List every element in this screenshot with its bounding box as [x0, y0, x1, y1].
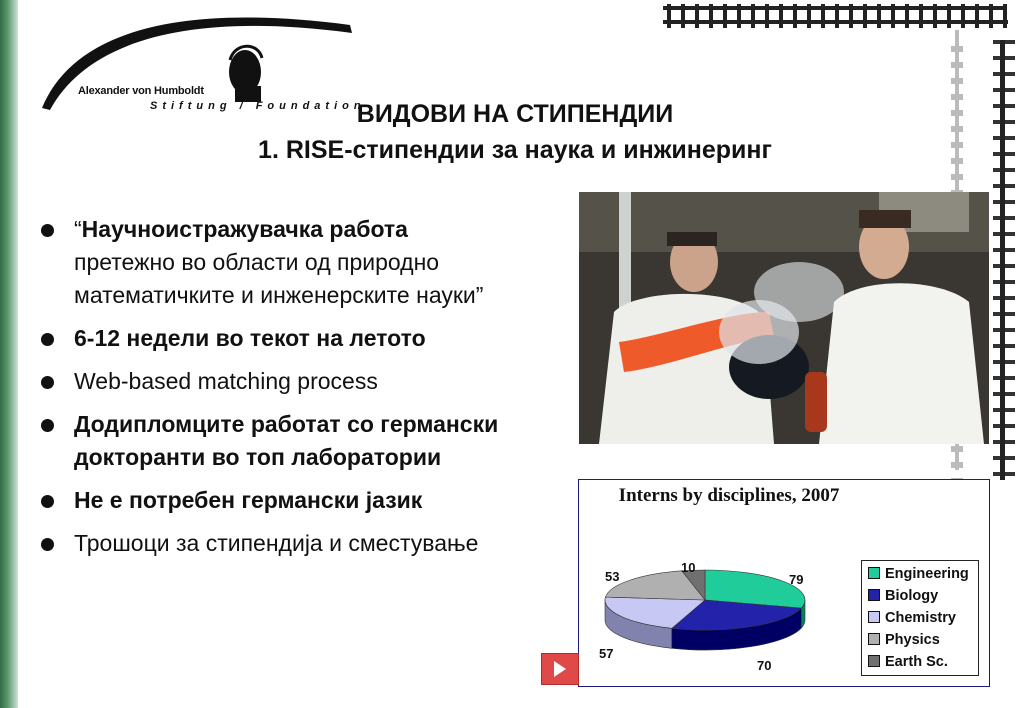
pie-data-label: 53 [605, 569, 620, 584]
ornament-tick [793, 4, 797, 28]
ornament-tick [849, 4, 853, 28]
legend-item: Engineering [868, 566, 969, 586]
ornament-tick [723, 4, 727, 28]
ornament-tick [709, 4, 713, 28]
ornament-tick [891, 4, 895, 28]
ornament-tick [765, 4, 769, 28]
slide-title [180, 96, 850, 168]
bullet-item: “Научноистражувачка работа претежно во области од природно математичките и инженерските науки” [38, 213, 558, 312]
title-line-2: 1. RISE-стипендии за наука и инжинеринг [258, 136, 772, 164]
legend-item: Physics [868, 632, 940, 652]
bullet-text: Web-based matching process [74, 368, 378, 394]
bullet-dot-icon [41, 538, 54, 551]
ornament-tick [919, 4, 923, 28]
bullet-text: претежно во области од природно математичките и инженерските науки” [74, 249, 484, 308]
bullet-list [38, 213, 558, 570]
next-slide-button[interactable] [541, 653, 579, 685]
legend-swatch [868, 567, 880, 579]
lab-scientists-photo [579, 192, 989, 444]
legend-swatch [868, 611, 880, 623]
legend-item: Earth Sc. [868, 654, 948, 674]
chart-legend [861, 560, 979, 676]
ornament-tick [835, 4, 839, 28]
ornament-tick [975, 4, 979, 28]
legend-swatch [868, 589, 880, 601]
bullet-bold-text: Додипломците работат со германски докторанти во топ лаборатории [74, 411, 499, 470]
bullet-item [38, 527, 558, 560]
ornament-tick [695, 4, 699, 28]
pie-data-label: 79 [789, 572, 804, 587]
bullet-dot-icon [41, 419, 54, 432]
bullet-item [38, 408, 558, 474]
ornament-tick [961, 4, 965, 28]
ornament-tick [807, 4, 811, 28]
pie-data-label: 10 [681, 560, 696, 575]
ornament-tick [863, 4, 867, 28]
legend-swatch [868, 655, 880, 667]
ornament-tick [947, 4, 951, 28]
bullet-dot-icon [41, 495, 54, 508]
ornament-tick [821, 4, 825, 28]
bullet-bold-text: Не е потребен германски јазик [74, 487, 423, 513]
bullet-dot-icon [41, 333, 54, 346]
bullet-dot-icon [41, 224, 54, 237]
ornament-tick [737, 4, 741, 28]
bullet-item [38, 365, 558, 398]
ornament-tick [989, 4, 993, 28]
bullet-item [38, 322, 558, 355]
legend-item: Chemistry [868, 610, 956, 630]
bullet-bold-text: Научноистражувачка работа [81, 216, 408, 242]
ornament-tick [933, 4, 937, 28]
ornament-tick [667, 4, 671, 28]
bullet-item [38, 484, 558, 517]
left-decorative-strip [0, 0, 18, 708]
logo-name: Alexander von Humboldt [78, 85, 204, 97]
ornament-tick [877, 4, 881, 28]
ornament-tick [751, 4, 755, 28]
ornament-tick [681, 4, 685, 28]
legend-swatch [868, 633, 880, 645]
chart-title: Interns by disciplines, 2007 [618, 485, 840, 506]
bullet-bold-text: 6-12 недели во текот на летото [74, 325, 426, 351]
bullet-text: Трошоци за стипендија и сместување [74, 530, 479, 556]
pie-chart-panel [578, 479, 990, 687]
legend-item: Biology [868, 588, 938, 608]
title-line-1: ВИДОВИ НА СТИПЕНДИИ [356, 100, 674, 128]
ornament-tick [779, 4, 783, 28]
bullet-dot-icon [41, 376, 54, 389]
ornament-tick [1003, 4, 1007, 28]
pie-data-label: 70 [757, 658, 772, 673]
ornament-tick [905, 4, 909, 28]
logo-subtitle: Stiftung / Foundation [150, 100, 366, 112]
pie-data-label: 57 [599, 646, 614, 661]
